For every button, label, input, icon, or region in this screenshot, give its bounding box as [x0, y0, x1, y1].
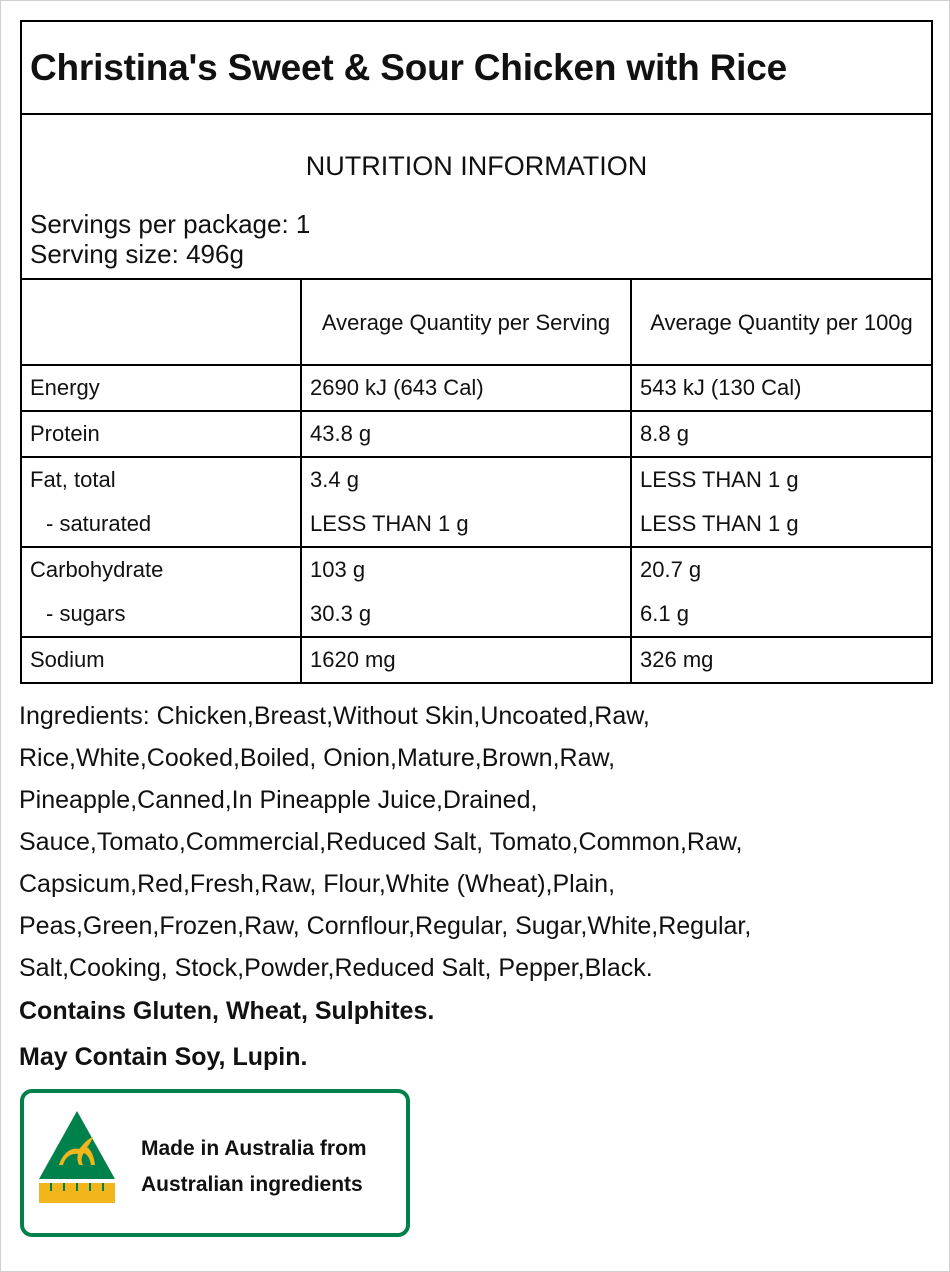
row-subvalue-100g: LESS THAN 1 g: [640, 511, 799, 536]
ingredients-line: Peas,Green,Frozen,Raw, Cornflour,Regular, Sugar,White,Regular,: [19, 912, 752, 940]
badge-text: [141, 1131, 367, 1203]
servings-block: [30, 209, 310, 269]
row-label: Sodium: [30, 647, 105, 672]
row-value-serving: 3.4 g: [310, 467, 359, 492]
nutrition-table: [22, 280, 931, 682]
table-header-row: [22, 280, 931, 365]
ingredients-line: Pineapple,Canned,In Pineapple Juice,Drained,: [19, 786, 538, 814]
allergen-contains: Contains Gluten, Wheat, Sulphites.: [19, 997, 435, 1025]
table-row-carbohydrate: [22, 547, 931, 637]
servings-per-package: Servings per package: 1: [30, 209, 311, 239]
table-row-fat: [22, 457, 931, 547]
badge-line-1: Made in Australia from: [141, 1137, 367, 1160]
nutrition-header: [22, 115, 931, 280]
row-value-100g: 20.7 g: [640, 557, 702, 582]
nutrition-heading: NUTRITION INFORMATION: [305, 151, 648, 181]
ingredients-line: Rice,White,Cooked,Boiled, Onion,Mature,Brown,Raw,: [19, 744, 616, 772]
row-label: Energy: [30, 375, 100, 400]
row-value-100g: LESS THAN 1 g: [640, 467, 799, 492]
row-subvalue-serving: LESS THAN 1 g: [310, 511, 469, 536]
row-sublabel: - saturated: [46, 511, 152, 536]
product-title: Christina's Sweet & Sour Chicken with Rice: [30, 46, 788, 88]
row-subvalue-serving: 30.3 g: [310, 601, 372, 626]
table-row-energy: [22, 365, 931, 411]
badge-line-2: Australian ingredients: [141, 1173, 363, 1196]
row-value-100g: 8.8 g: [640, 421, 689, 446]
ingredients-line: Capsicum,Red,Fresh,Raw, Flour,White (Wheat),Plain,: [19, 870, 616, 898]
row-label: Carbohydrate: [30, 557, 164, 582]
row-value-serving: 43.8 g: [310, 421, 372, 446]
row-value-serving: 103 g: [310, 557, 366, 582]
ingredients-line: Salt,Cooking, Stock,Powder,Reduced Salt, Pepper,Black.: [19, 954, 653, 982]
ingredients-list: [19, 695, 919, 989]
header-blank-cell: [22, 280, 301, 365]
header-per-serving: Average Quantity per Serving: [301, 280, 631, 365]
australian-made-badge: [20, 1089, 410, 1237]
row-label: Protein: [30, 421, 100, 446]
table-row-protein: [22, 411, 931, 457]
row-subvalue-100g: 6.1 g: [640, 601, 689, 626]
allergen-may-contain: May Contain Soy, Lupin.: [19, 1043, 308, 1071]
serving-size: Serving size: 496g: [30, 239, 244, 269]
row-label: Fat, total: [30, 467, 116, 492]
ingredients-line: Ingredients: Chicken,Breast,Without Skin,Uncoated,Raw,: [19, 702, 650, 730]
nutrition-panel: [20, 20, 933, 684]
title-box: [22, 22, 931, 115]
row-value-100g: 326 mg: [640, 647, 714, 672]
row-value-serving: 1620 mg: [310, 647, 396, 672]
header-per-100g: Average Quantity per 100g: [631, 280, 931, 365]
table-row-sodium: [22, 637, 931, 682]
row-sublabel: - sugars: [46, 601, 126, 626]
australian-made-kangaroo-icon: [37, 1109, 117, 1205]
row-value-100g: 543 kJ (130 Cal): [640, 375, 802, 400]
ingredients-line: Sauce,Tomato,Commercial,Reduced Salt, Tomato,Common,Raw,: [19, 828, 743, 856]
row-value-serving: 2690 kJ (643 Cal): [310, 375, 484, 400]
